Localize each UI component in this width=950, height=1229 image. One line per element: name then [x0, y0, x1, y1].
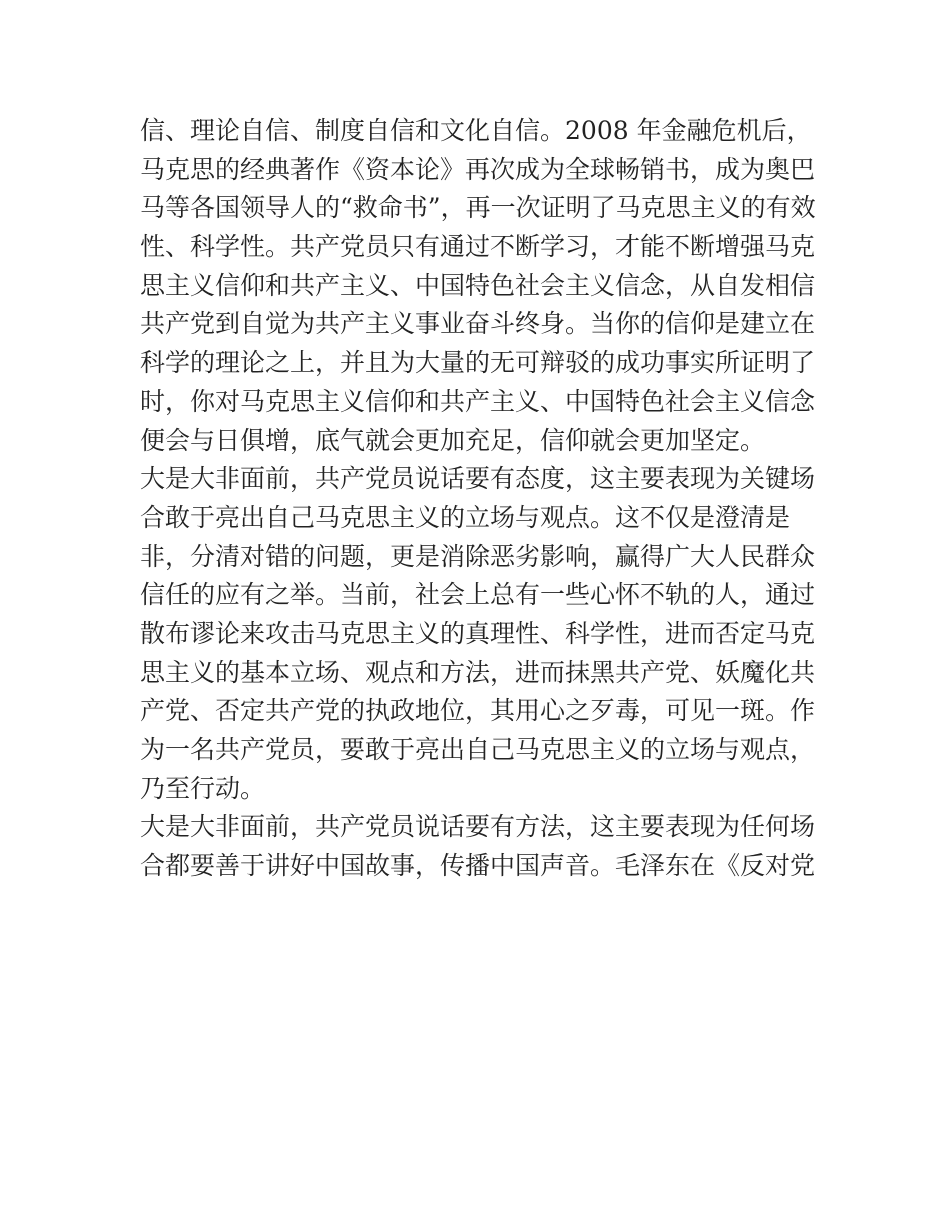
text-line: 合都要善于讲好中国故事，传播中国声音。毛泽东在《反对党 [140, 851, 816, 881]
text-line: 乃至行动。 [140, 773, 266, 803]
text-line: 马等各国领导人的“救命书”，再一次证明了马克思主义的有效 [140, 193, 816, 223]
text-line: 信任的应有之举。当前，社会上总有一些心怀不轨的人，通过 [140, 580, 816, 610]
text-line: 产党、否定共产党的执政地位，其用心之歹毒，可见一斑。作 [140, 696, 816, 726]
document-body-text [140, 112, 820, 886]
text-line: 时，你对马克思主义信仰和共产主义、中国特色社会主义信念 [140, 386, 816, 416]
text-line: 信、理论自信、制度自信和文化自信。2008 年金融危机后， [140, 116, 812, 145]
text-line: 思主义的基本立场、观点和方法，进而抹黑共产党、妖魔化共 [140, 657, 816, 687]
text-line: 科学的理论之上，并且为大量的无可辩驳的成功事实所证明了 [140, 348, 816, 378]
text-line: 性、科学性。共产党员只有通过不断学习，才能不断增强马克 [140, 232, 816, 262]
text-line: 大是大非面前，共产党员说话要有态度，这主要表现为关键场 [140, 464, 816, 494]
text-line: 思主义信仰和共产主义、中国特色社会主义信念，从自发相信 [140, 270, 816, 300]
text-line: 合敢于亮出自己马克思主义的立场与观点。这不仅是澄清是 [140, 502, 791, 532]
text-line: 大是大非面前，共产党员说话要有方法，这主要表现为任何场 [140, 812, 816, 842]
text-line: 非，分清对错的问题，更是消除恶劣影响，赢得广大人民群众 [140, 541, 816, 571]
text-line: 散布谬论来攻击马克思主义的真理性、科学性，进而否定马克 [140, 618, 816, 648]
text-line: 便会与日俱增，底气就会更加充足，信仰就会更加坚定。 [140, 425, 766, 455]
text-line: 马克思的经典著作《资本论》再次成为全球畅销书，成为奥巴 [140, 154, 816, 184]
text-line: 为一名共产党员，要敢于亮出自己马克思主义的立场与观点， [140, 735, 816, 764]
text-line: 共产党到自觉为共产主义事业奋斗终身。当你的信仰是建立在 [140, 309, 816, 339]
